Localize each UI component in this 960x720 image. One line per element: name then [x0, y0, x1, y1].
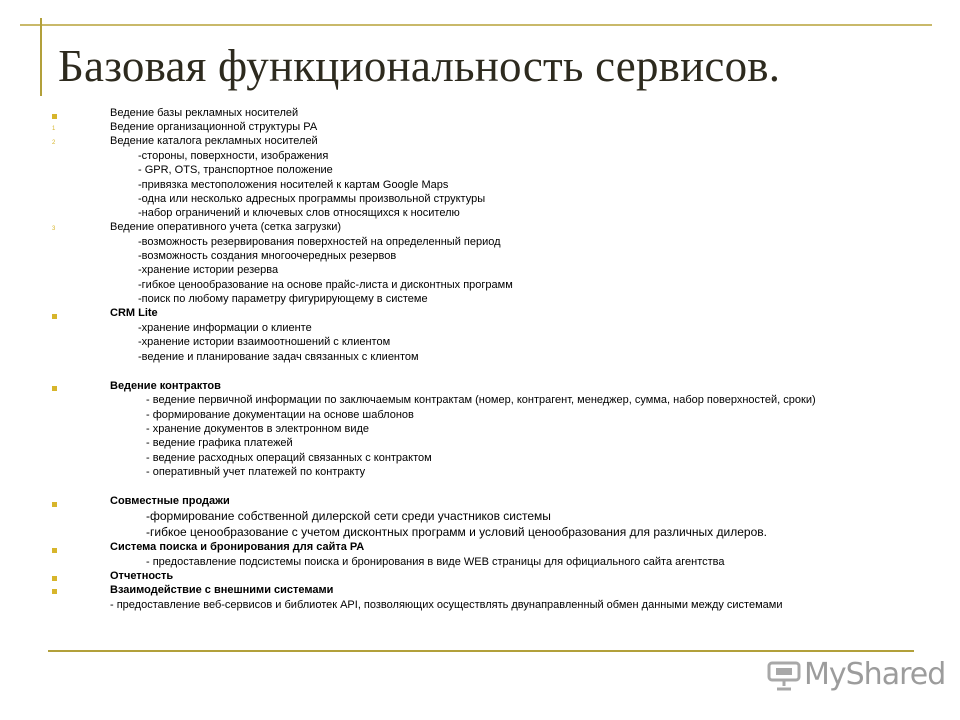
bullet-marker — [52, 314, 57, 319]
list-item: - предоставление веб-сервисов и библиотек API, позволяющих осуществлять двунаправленный обмен данными между системами — [110, 599, 783, 611]
section-heading: Система поиска и бронирования для сайта РА — [110, 541, 365, 553]
list-item: -привязка местоположения носителей к картам Google Maps — [138, 179, 449, 191]
list-item: -хранение информации о клиенте — [138, 322, 312, 334]
bullet-marker — [52, 502, 57, 507]
slide-title: Базовая функциональность сервисов. — [58, 41, 781, 91]
list-item: - ведение первичной информации по заключаемым контрактам (номер, контрагент, менеджер, сумма, набор поверхностей, сроки) — [146, 394, 816, 406]
list-item: -стороны, поверхности, изображения — [138, 150, 329, 162]
list-item: -ведение и планирование задач связанных с клиентом — [138, 351, 419, 363]
section-heading: Ведение оперативного учета (сетка загрузки) — [110, 221, 342, 233]
section-heading: Отчетность — [110, 570, 174, 582]
bullet-marker — [52, 114, 57, 119]
list-item: -поиск по любому параметру фигурирующему в системе — [138, 293, 428, 305]
list-item: -гибкое ценообразование с учетом дисконтных программ и условий ценообразования для различных дилеров. — [146, 525, 767, 539]
list-item: - формирование документации на основе шаблонов — [146, 409, 414, 421]
bullet-marker — [52, 589, 57, 594]
list-item: - GPR, OTS, транспортное положение — [138, 164, 333, 176]
list-item: - хранение документов в электронном виде — [146, 423, 370, 435]
number-marker: 1 — [52, 126, 56, 132]
number-marker: 2 — [52, 140, 56, 146]
bottom-rule — [48, 650, 914, 652]
left-accent-rule — [40, 18, 42, 96]
section-heading: Ведение организационной структуры РА — [110, 121, 318, 133]
list-item: - ведение графика платежей — [146, 437, 293, 449]
number-marker: 3 — [52, 226, 56, 232]
presentation-board-icon — [766, 659, 802, 691]
bullet-marker — [52, 548, 57, 553]
watermark-text: MyShared — [804, 657, 946, 692]
list-item: - ведение расходных операций связанных с контрактом — [146, 452, 432, 464]
list-item: - предоставление подсистемы поиска и бронирования в виде WEB страницы для официального сайта агентства — [146, 556, 725, 568]
bullet-marker — [52, 386, 57, 391]
list-item: -хранение истории резерва — [138, 264, 279, 276]
top-rule — [20, 24, 932, 26]
section-heading: CRM Lite — [110, 307, 158, 319]
list-item: -возможность резервирования поверхностей на определенный период — [138, 236, 501, 248]
section-heading: Взаимодействие с внешними системами — [110, 584, 334, 596]
bullet-marker — [52, 576, 57, 581]
list-item: -набор ограничений и ключевых слов относящихся к носителю — [138, 207, 460, 219]
list-item: -хранение истории взаимоотношений с клиентом — [138, 336, 391, 348]
list-item: -формирование собственной дилерской сети среди участников системы — [146, 509, 551, 523]
section-heading: Ведение каталога рекламных носителей — [110, 135, 318, 147]
list-item: - оперативный учет платежей по контракту — [146, 466, 366, 478]
section-heading: Ведение базы рекламных носителей — [110, 107, 299, 119]
section-heading: Ведение контрактов — [110, 380, 221, 392]
list-item: -одна или несколько адресных программы произвольной структуры — [138, 193, 486, 205]
list-item: -возможность создания многоочередных резервов — [138, 250, 397, 262]
list-item: -гибкое ценообразование на основе прайс-листа и дисконтных программ — [138, 279, 513, 291]
section-heading: Совместные продажи — [110, 495, 230, 507]
